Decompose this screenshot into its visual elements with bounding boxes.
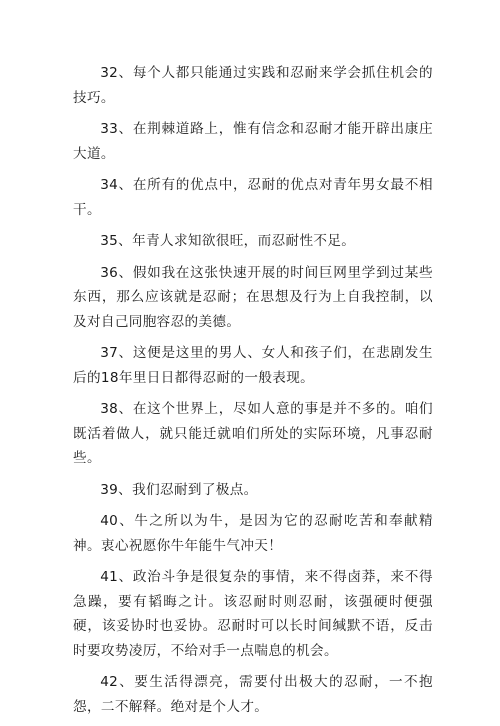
quote-36: 36、假如我在这张快速开展的时间巨网里学到过某些东西，那么应该就是忍耐；在思想及行为上自我控制，以及对自己同胞容忍的美德。 bbox=[73, 264, 433, 330]
quote-37: 37、这便是这里的男人、女人和孩子们，在悲剧发生后的18年里日日都得忍耐的一般表现。 bbox=[73, 345, 433, 386]
quote-40: 40、牛之所以为牛，是因为它的忍耐吃苦和奉献精神。衷心祝愿你牛年能牛气冲天！ bbox=[73, 513, 433, 554]
quote-42: 42、要生活得漂亮，需要付出极大的忍耐，一不抱怨，二不解释。绝对是个人才。 bbox=[73, 674, 433, 715]
quote-32: 32、每个人都只能通过实践和忍耐来学会抓住机会的技巧。 bbox=[73, 65, 433, 106]
quote-39: 39、我们忍耐到了极点。 bbox=[100, 481, 258, 498]
quote-list bbox=[73, 61, 433, 726]
quote-38: 38、在这个世界上，尽如人意的事是并不多的。咱们既活着做人，就只能迁就咱们所处的实际环境，凡事忍耐些。 bbox=[73, 401, 433, 466]
quote-33: 33、在荆棘道路上，惟有信念和忍耐才能开辟出康庄大道。 bbox=[73, 121, 433, 162]
quote-35: 35、年青人求知欲很旺，而忍耐性不足。 bbox=[100, 233, 356, 249]
quote-41: 41、政治斗争是很复杂的事情，来不得卤莽，来不得急躁，要有韬晦之计。该忍耐时则忍耐，该强硬时便强硬，该妥协时也妥协。忍耐时可以长时间缄默不语，反击时要攻势凌厉，不给对手一点喘息的机会。 bbox=[73, 569, 433, 659]
quote-34: 34、在所有的优点中，忍耐的优点对青年男女最不相干。 bbox=[73, 177, 433, 218]
